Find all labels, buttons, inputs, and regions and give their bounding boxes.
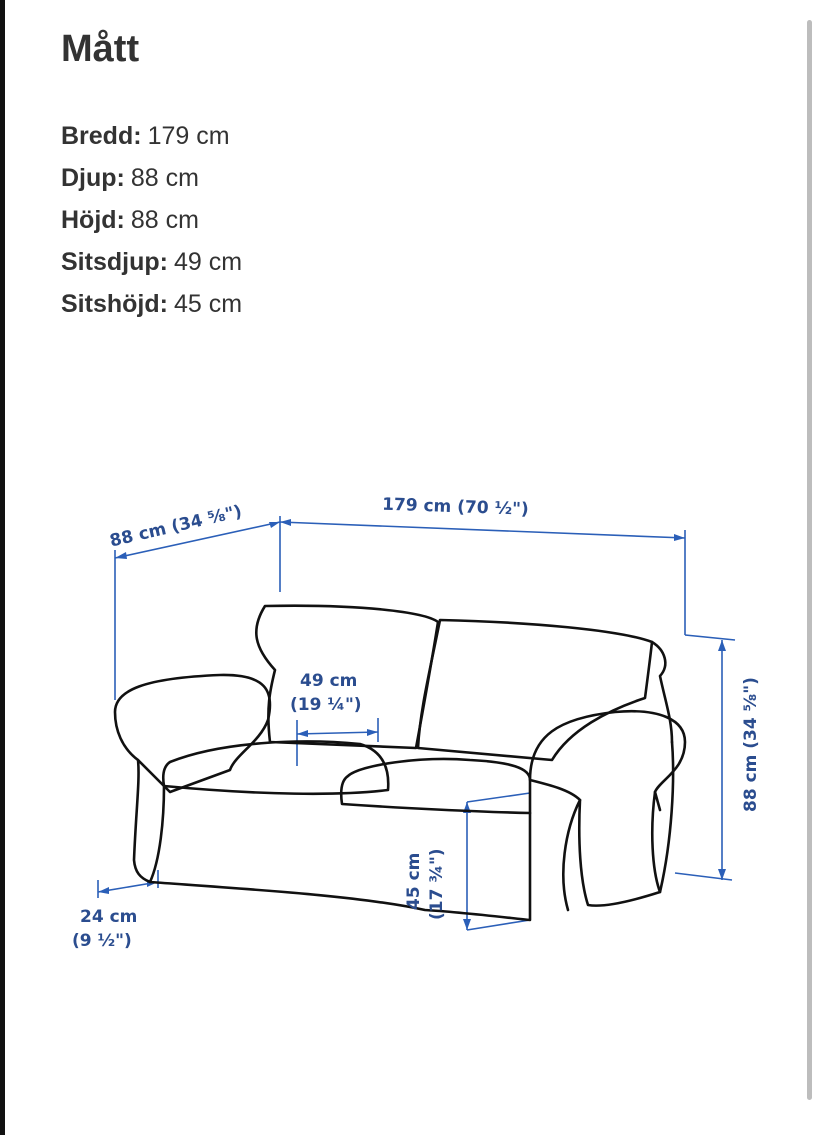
dimension-value: 88 cm <box>130 206 199 234</box>
dimension-row-seat-height: Sitshöjd: 45 cm <box>61 290 243 318</box>
dimension-row-seat-depth: Sitsdjup: 49 cm <box>61 248 243 276</box>
dimension-label: Sitshöjd <box>61 290 160 318</box>
sofa-illustration <box>115 606 685 920</box>
dimension-row-width: Bredd: 179 cm <box>61 122 230 150</box>
window-edge <box>0 0 5 1135</box>
seat-height-label-cm: 45 cm <box>404 852 424 910</box>
sofa-dimension-diagram <box>60 480 780 970</box>
page-title: Mått <box>61 28 140 70</box>
dimension-label: Djup <box>61 164 117 192</box>
scrollbar[interactable] <box>807 20 812 1100</box>
dimension-row-depth: Djup: 88 cm <box>61 164 199 192</box>
arm-label-in: (9 ½") <box>72 931 132 951</box>
height-label: 88 cm (34 ⅝") <box>741 677 761 812</box>
dimension-value: 49 cm <box>173 248 243 276</box>
dimension-label: Bredd <box>61 122 134 150</box>
seat-height-label-in: (17 ¾") <box>427 848 447 920</box>
dimension-value: 179 cm <box>147 122 230 150</box>
seat-depth-label-in: (19 ¼") <box>290 695 362 715</box>
dimension-row-height: Höjd: 88 cm <box>61 206 199 234</box>
dimension-value: 45 cm <box>173 290 243 318</box>
seat-depth-label-cm: 49 cm <box>300 671 358 691</box>
arm-label-cm: 24 cm <box>80 907 138 927</box>
dimension-value: 88 cm <box>130 164 199 192</box>
dimension-label: Sitsdjup <box>61 248 160 276</box>
width-label: 179 cm (70 ½") <box>381 494 530 520</box>
depth-label: 88 cm (34 ⅝") <box>107 501 244 552</box>
dimension-label: Höjd <box>61 206 117 234</box>
dimension-list <box>61 115 242 325</box>
